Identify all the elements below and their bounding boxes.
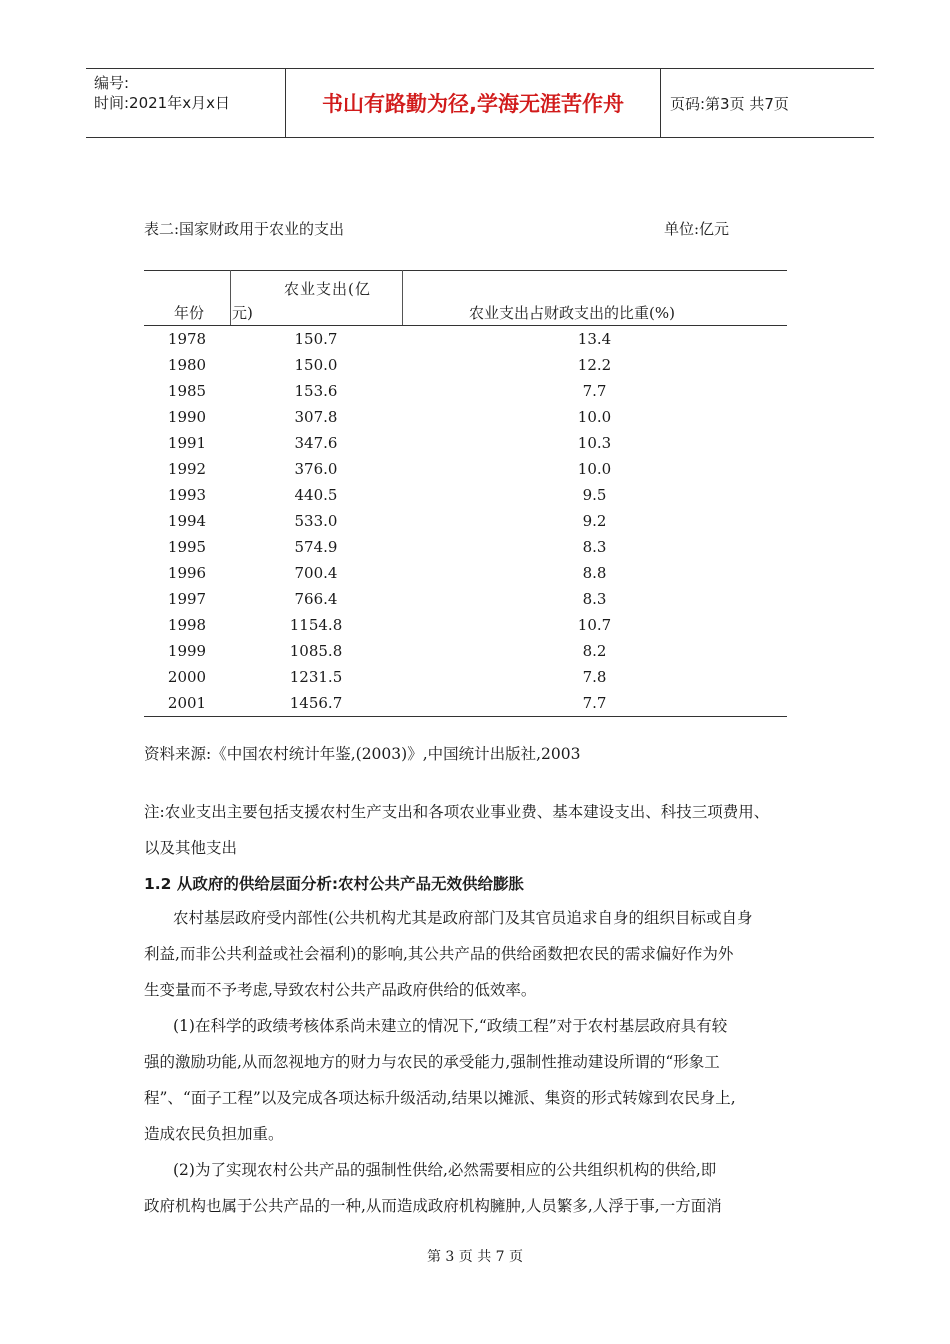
cell-ratio: 8.3: [582, 590, 607, 608]
table-row: [144, 508, 787, 534]
cell-year: 1993: [167, 486, 207, 504]
cell-ratio: 8.3: [582, 538, 607, 556]
cell-spend: 1231.5: [289, 668, 343, 686]
cell-spend: 150.7: [294, 330, 338, 348]
cell-ratio: 8.2: [582, 642, 607, 660]
cell-spend: 1085.8: [289, 642, 343, 660]
cell-spend: 766.4: [294, 590, 338, 608]
cell-spend: 574.9: [294, 538, 338, 556]
header-motto: 书山有路勤为径,学海无涯苦作舟: [285, 69, 661, 137]
cell-year: 1999: [167, 642, 207, 660]
table-row: [144, 612, 787, 638]
col-header-ratio: 农业支出占财政支出的比重(%): [469, 304, 675, 322]
table-row: [144, 664, 787, 690]
para2-line: 造成农民负担加重。: [144, 1125, 284, 1143]
cell-spend: 376.0: [294, 460, 338, 478]
cell-year: 1992: [167, 460, 207, 478]
cell-ratio: 10.0: [577, 408, 612, 426]
cell-ratio: 10.3: [577, 434, 612, 452]
cell-ratio: 9.5: [582, 486, 607, 504]
table-row: [144, 560, 787, 586]
col-header-spend-line2: 元): [232, 304, 253, 322]
para3-line: (2)为了实现农村公共产品的强制性供给,必然需要相应的公共组织机构的供给,即: [173, 1161, 717, 1179]
header-meta: [86, 69, 285, 137]
cell-spend: 307.8: [294, 408, 338, 426]
para2-line: (1)在科学的政绩考核体系尚未建立的情况下,“政绩工程”对于农村基层政府具有较: [173, 1017, 728, 1035]
cell-year: 1991: [167, 434, 207, 452]
cell-year: 1980: [167, 356, 207, 374]
document-header: [86, 68, 874, 138]
cell-spend: 1154.8: [289, 616, 343, 634]
cell-year: 1997: [167, 590, 207, 608]
section-heading: 1.2 从政府的供给层面分析:农村公共产品无效供给膨胀: [144, 875, 525, 893]
table-row: [144, 456, 787, 482]
table-row: [144, 638, 787, 664]
cell-ratio: 13.4: [577, 330, 612, 348]
time-label: 时间:2021年x月x日: [94, 94, 230, 112]
cell-ratio: 7.7: [582, 382, 607, 400]
para1-line: 生变量而不予考虑,导致农村公共产品政府供给的低效率。: [144, 981, 537, 999]
para2-line: 程”、“面子工程”以及完成各项达标升级活动,结果以摊派、集资的形式转嫁到农民身上,: [144, 1089, 736, 1107]
cell-ratio: 8.8: [582, 564, 607, 582]
cell-spend: 533.0: [294, 512, 338, 530]
table-bottom-rule: [144, 716, 787, 717]
para1-line: 利益,而非公共利益或社会福利)的影响,其公共产品的供给函数把农民的需求偏好作为外: [144, 945, 734, 963]
cell-year: 1994: [167, 512, 207, 530]
cell-spend: 153.6: [294, 382, 338, 400]
cell-spend: 440.5: [294, 486, 338, 504]
cell-ratio: 12.2: [577, 356, 612, 374]
table-unit: 单位:亿元: [664, 220, 730, 238]
cell-year: 2001: [167, 694, 207, 712]
serial-label: 编号:: [94, 74, 130, 92]
cell-year: 1985: [167, 382, 207, 400]
table-row: [144, 326, 787, 352]
table-row: [144, 430, 787, 456]
cell-year: 1995: [167, 538, 207, 556]
cell-spend: 150.0: [294, 356, 338, 374]
table-row: [144, 690, 787, 716]
table-row: [144, 378, 787, 404]
note-line-2: 以及其他支出: [144, 839, 238, 857]
note-line-1: 注:农业支出主要包括支援农村生产支出和各项农业事业费、基本建设支出、科技三项费用、: [144, 803, 770, 821]
table-row: [144, 482, 787, 508]
table-row: [144, 534, 787, 560]
cell-ratio: 10.7: [577, 616, 612, 634]
para2-line: 强的激励功能,从而忽视地方的财力与农民的承受能力,强制性推动建设所谓的“形象工: [144, 1053, 720, 1071]
cell-spend: 347.6: [294, 434, 338, 452]
para1-line: 农村基层政府受内部性(公共机构尤其是政府部门及其官员追求自身的组织目标或自身: [173, 909, 753, 927]
cell-ratio: 9.2: [582, 512, 607, 530]
table-row: [144, 352, 787, 378]
para3-line: 政府机构也属于公共产品的一种,从而造成政府机构臃肿,人员繁多,人浮于事,一方面消: [144, 1197, 722, 1215]
page-footer: 第 3 页 共 7 页: [426, 1249, 524, 1265]
cell-year: 1998: [167, 616, 207, 634]
cell-year: 1990: [167, 408, 207, 426]
cell-ratio: 7.8: [582, 668, 607, 686]
cell-ratio: 7.7: [582, 694, 607, 712]
cell-ratio: 10.0: [577, 460, 612, 478]
cell-year: 1996: [167, 564, 207, 582]
table-header-divider: [230, 270, 231, 326]
cell-spend: 1456.7: [289, 694, 343, 712]
table-top-rule: [144, 270, 787, 271]
col-header-spend-line1: 农业支出(亿: [284, 280, 371, 298]
table-header-divider: [402, 270, 403, 326]
cell-year: 2000: [167, 668, 207, 686]
cell-year: 1978: [167, 330, 207, 348]
col-header-year: 年份: [174, 304, 205, 322]
table-caption: 表二:国家财政用于农业的支出: [144, 220, 345, 238]
header-page-label: 页码:第3页 共7页: [670, 94, 789, 113]
table-row: [144, 404, 787, 430]
source-line: 资料来源:《中国农村统计年鉴,(2003)》,中国统计出版社,2003: [144, 745, 581, 763]
table-row: [144, 586, 787, 612]
cell-spend: 700.4: [294, 564, 338, 582]
